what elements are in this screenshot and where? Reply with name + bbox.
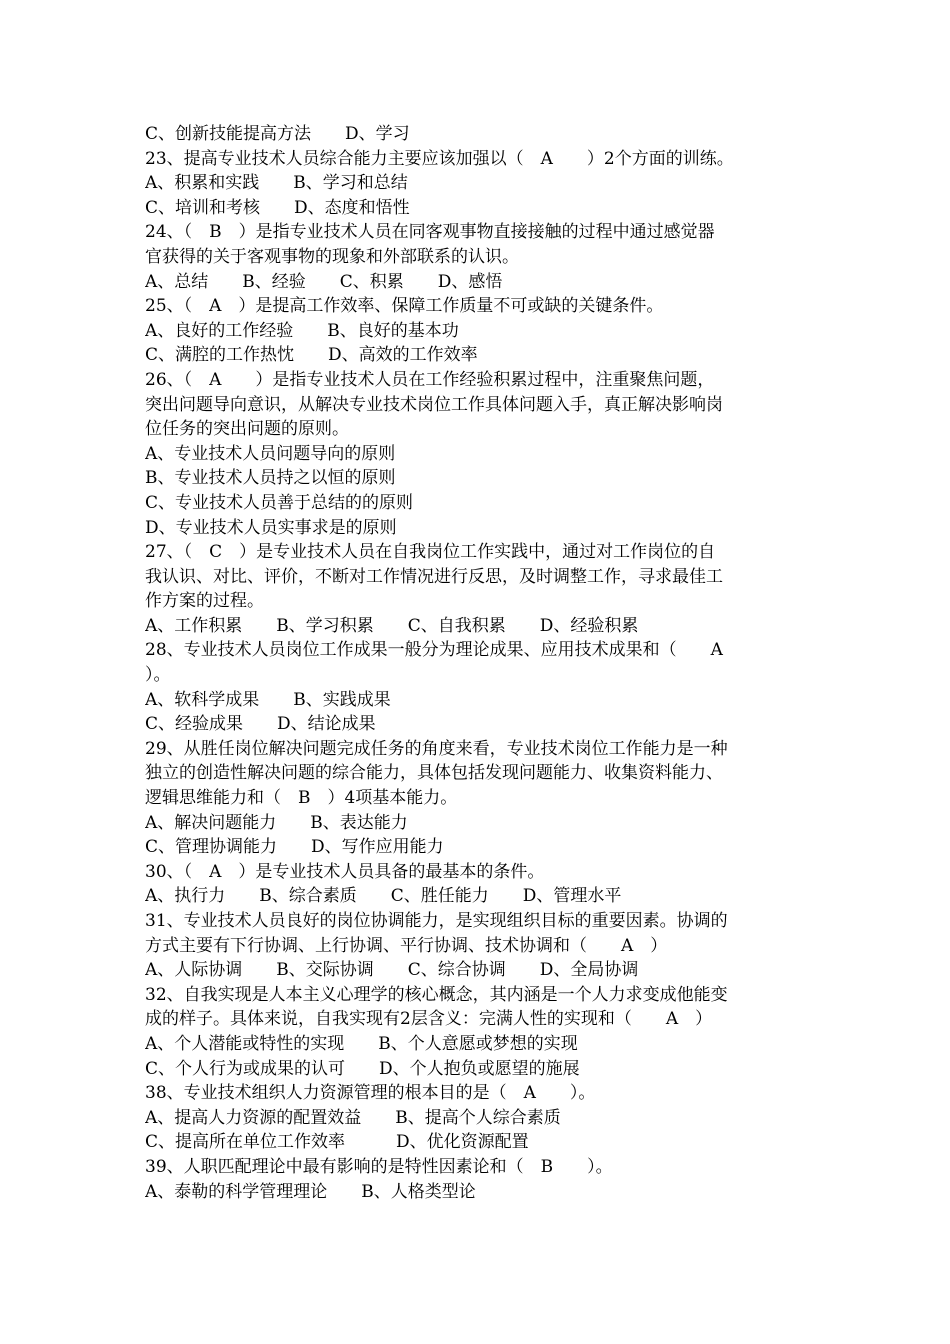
text-line: 方式主要有下行协调、上行协调、平行协调、技术协调和（ A ） (145, 935, 668, 956)
text-line: B、专业技术人员持之以恒的原则 (145, 468, 396, 489)
text-line: A、解决问题能力 B、表达能力 (145, 812, 408, 833)
text-line: 我认识、对比、评价，不断对工作情况进行反思，及时调整工作，寻求最佳工 (145, 566, 723, 587)
text-line: 成的样子。具体来说，自我实现有2层含义：完满人性的实现和（ A ） (145, 1009, 713, 1030)
text-line: C、满腔的工作热忱 D、高效的工作效率 (145, 345, 478, 366)
text-line: A、专业技术人员问题导向的原则 (145, 443, 396, 464)
text-line: A、执行力 B、综合素质 C、胜任能力 D、管理水平 (145, 886, 622, 907)
text-line: C、经验成果 D、结论成果 (145, 714, 376, 735)
text-line: A、积累和实践 B、学习和总结 (145, 173, 408, 194)
text-line: C、专业技术人员善于总结的的原则 (145, 492, 414, 513)
text-line: ）。 (145, 665, 171, 686)
text-line: 26、（ A ）是指专业技术人员在工作经验积累过程中，注重聚焦问题， (145, 369, 715, 390)
text-line: 23、提高专业技术人员综合能力主要应该加强以（ A ）2个方面的训练。 (145, 148, 734, 169)
text-line: 32、自我实现是人本主义心理学的核心概念，其内涵是一个人力求变成他能变 (145, 984, 728, 1005)
text-line: C、创新技能提高方法 D、学习 (145, 124, 410, 144)
text-line: 逻辑思维能力和（ B ）4项基本能力。 (145, 788, 458, 809)
text-line: D、专业技术人员实事求是的原则 (145, 517, 397, 538)
text-line: 38、专业技术组织人力资源管理的根本目的是（ A ）。 (145, 1083, 596, 1104)
text-line: 位任务的突出问题的原则。 (145, 419, 349, 440)
text-line: A、总结 B、经验 C、积累 D、感悟 (145, 271, 503, 292)
text-line: 39、人职匹配理论中最有影响的是特性因素论和（ B ）。 (145, 1156, 613, 1177)
text-line: 29、从胜任岗位解决问题完成任务的角度来看，专业技术岗位工作能力是一种 (145, 738, 728, 759)
text-line: A、软科学成果 B、实践成果 (145, 689, 391, 710)
text-line: 31、专业技术人员良好的岗位协调能力，是实现组织目标的重要因素。协调的 (145, 911, 728, 931)
text-line: 独立的创造性解决问题的综合能力，具体包括发现问题能力、收集资料能力、 (145, 763, 723, 784)
text-line: C、培训和考核 D、态度和悟性 (145, 197, 410, 218)
text-line: 25、（ A ）是提高工作效率、保障工作质量不可或缺的关键条件。 (145, 296, 664, 317)
text-line: C、个人行为或成果的认可 D、个人抱负或愿望的施展 (145, 1058, 580, 1079)
text-line: A、个人潜能或特性的实现 B、个人意愿或梦想的实现 (145, 1033, 578, 1054)
text-line: 24、（ B ）是指专业技术人员在同客观事物直接接触的过程中通过感觉器 (145, 222, 715, 243)
text-line: 27、（ C ）是专业技术人员在自我岗位工作实践中，通过对工作岗位的自 (145, 542, 716, 563)
text-line: A、泰勒的科学管理理论 B、人格类型论 (145, 1181, 476, 1202)
text-line: 作方案的过程。 (145, 591, 264, 612)
text-line: A、良好的工作经验 B、良好的基本功 (145, 320, 459, 341)
text-line: A、人际协调 B、交际协调 C、综合协调 D、全局协调 (145, 960, 639, 981)
text-line: 官获得的关于客观事物的现象和外部联系的认识。 (145, 246, 519, 267)
text-line: 突出问题导向意识，从解决专业技术岗位工作具体问题入手，真正解决影响岗 (145, 394, 723, 415)
text-line: 30、（ A ）是专业技术人员具备的最基本的条件。 (145, 861, 545, 882)
text-line: C、管理协调能力 D、写作应用能力 (145, 837, 444, 858)
text-line: C、提高所在单位工作效率 D、优化资源配置 (145, 1132, 529, 1153)
document-body (145, 122, 810, 1204)
text-line: 28、专业技术人员岗位工作成果一般分为理论成果、应用技术成果和（ A (145, 640, 723, 661)
text-line: A、提高人力资源的配置效益 B、提高个人综合素质 (145, 1107, 561, 1128)
text-line: A、工作积累 B、学习积累 C、自我积累 D、经验积累 (145, 615, 639, 636)
